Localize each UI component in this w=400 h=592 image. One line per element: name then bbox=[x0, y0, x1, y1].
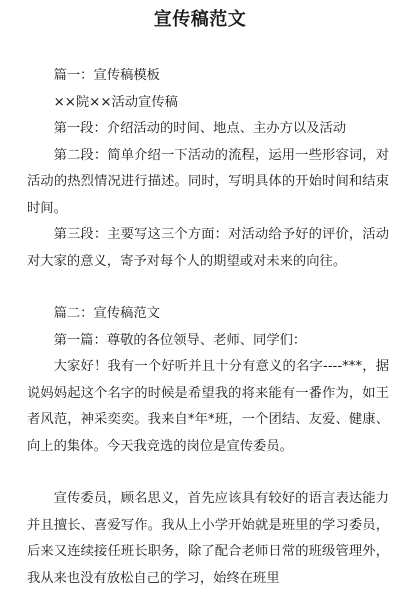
paragraph-second: 第二段：简单介绍一下活动的流程，运用一些形容词，对活动的热烈情况进行描述。同时，写明具体的开始时间和结束时间。 bbox=[27, 147, 389, 216]
paragraph-introduction: 大家好！我有一个好听并且十分有意义的名字----***，据说妈妈起这个名字的时候是希望我的将来能有一番作为，如王者风范，神采奕奕。我来自*年*班，一个团结、友爱、健康、向上的集体。今天我竞选的岗位是宣传委员。 bbox=[27, 359, 389, 454]
paragraph-third: 第三段：主要写这三个方面：对活动给予好的评价，活动对大家的意义，寄予对每个人的期望或对未来的向往。 bbox=[27, 227, 389, 269]
paragraph-gap bbox=[27, 460, 389, 486]
paragraph-section-two-heading: 篇二：宣传稿范文 bbox=[53, 306, 160, 321]
document-body bbox=[27, 63, 389, 592]
paragraph-section-one-heading: 篇一：宣传稿模板 bbox=[53, 68, 160, 83]
paragraph-first: 第一段：介绍活动的时间、地点、主办方以及活动 bbox=[53, 121, 347, 136]
paragraph-greeting: 第一篇：尊敬的各位领导、老师、同学们： bbox=[53, 332, 307, 348]
paragraph-gap bbox=[27, 275, 389, 301]
document-title: 宣传稿范文 bbox=[153, 9, 247, 30]
paragraph-role-description: 宣传委员，顾名思义，首先应该具有较好的语言表达能力并且擅长、喜爱写作。我从上小学开始就是班里的学习委员，后来又连续接任班长职务，除了配合老师日常的班级管理外，我从来也没有放松自己的学习，始终在班里 bbox=[27, 491, 389, 586]
paragraph-template-title: ××院××活动宣传稿 bbox=[53, 94, 178, 110]
